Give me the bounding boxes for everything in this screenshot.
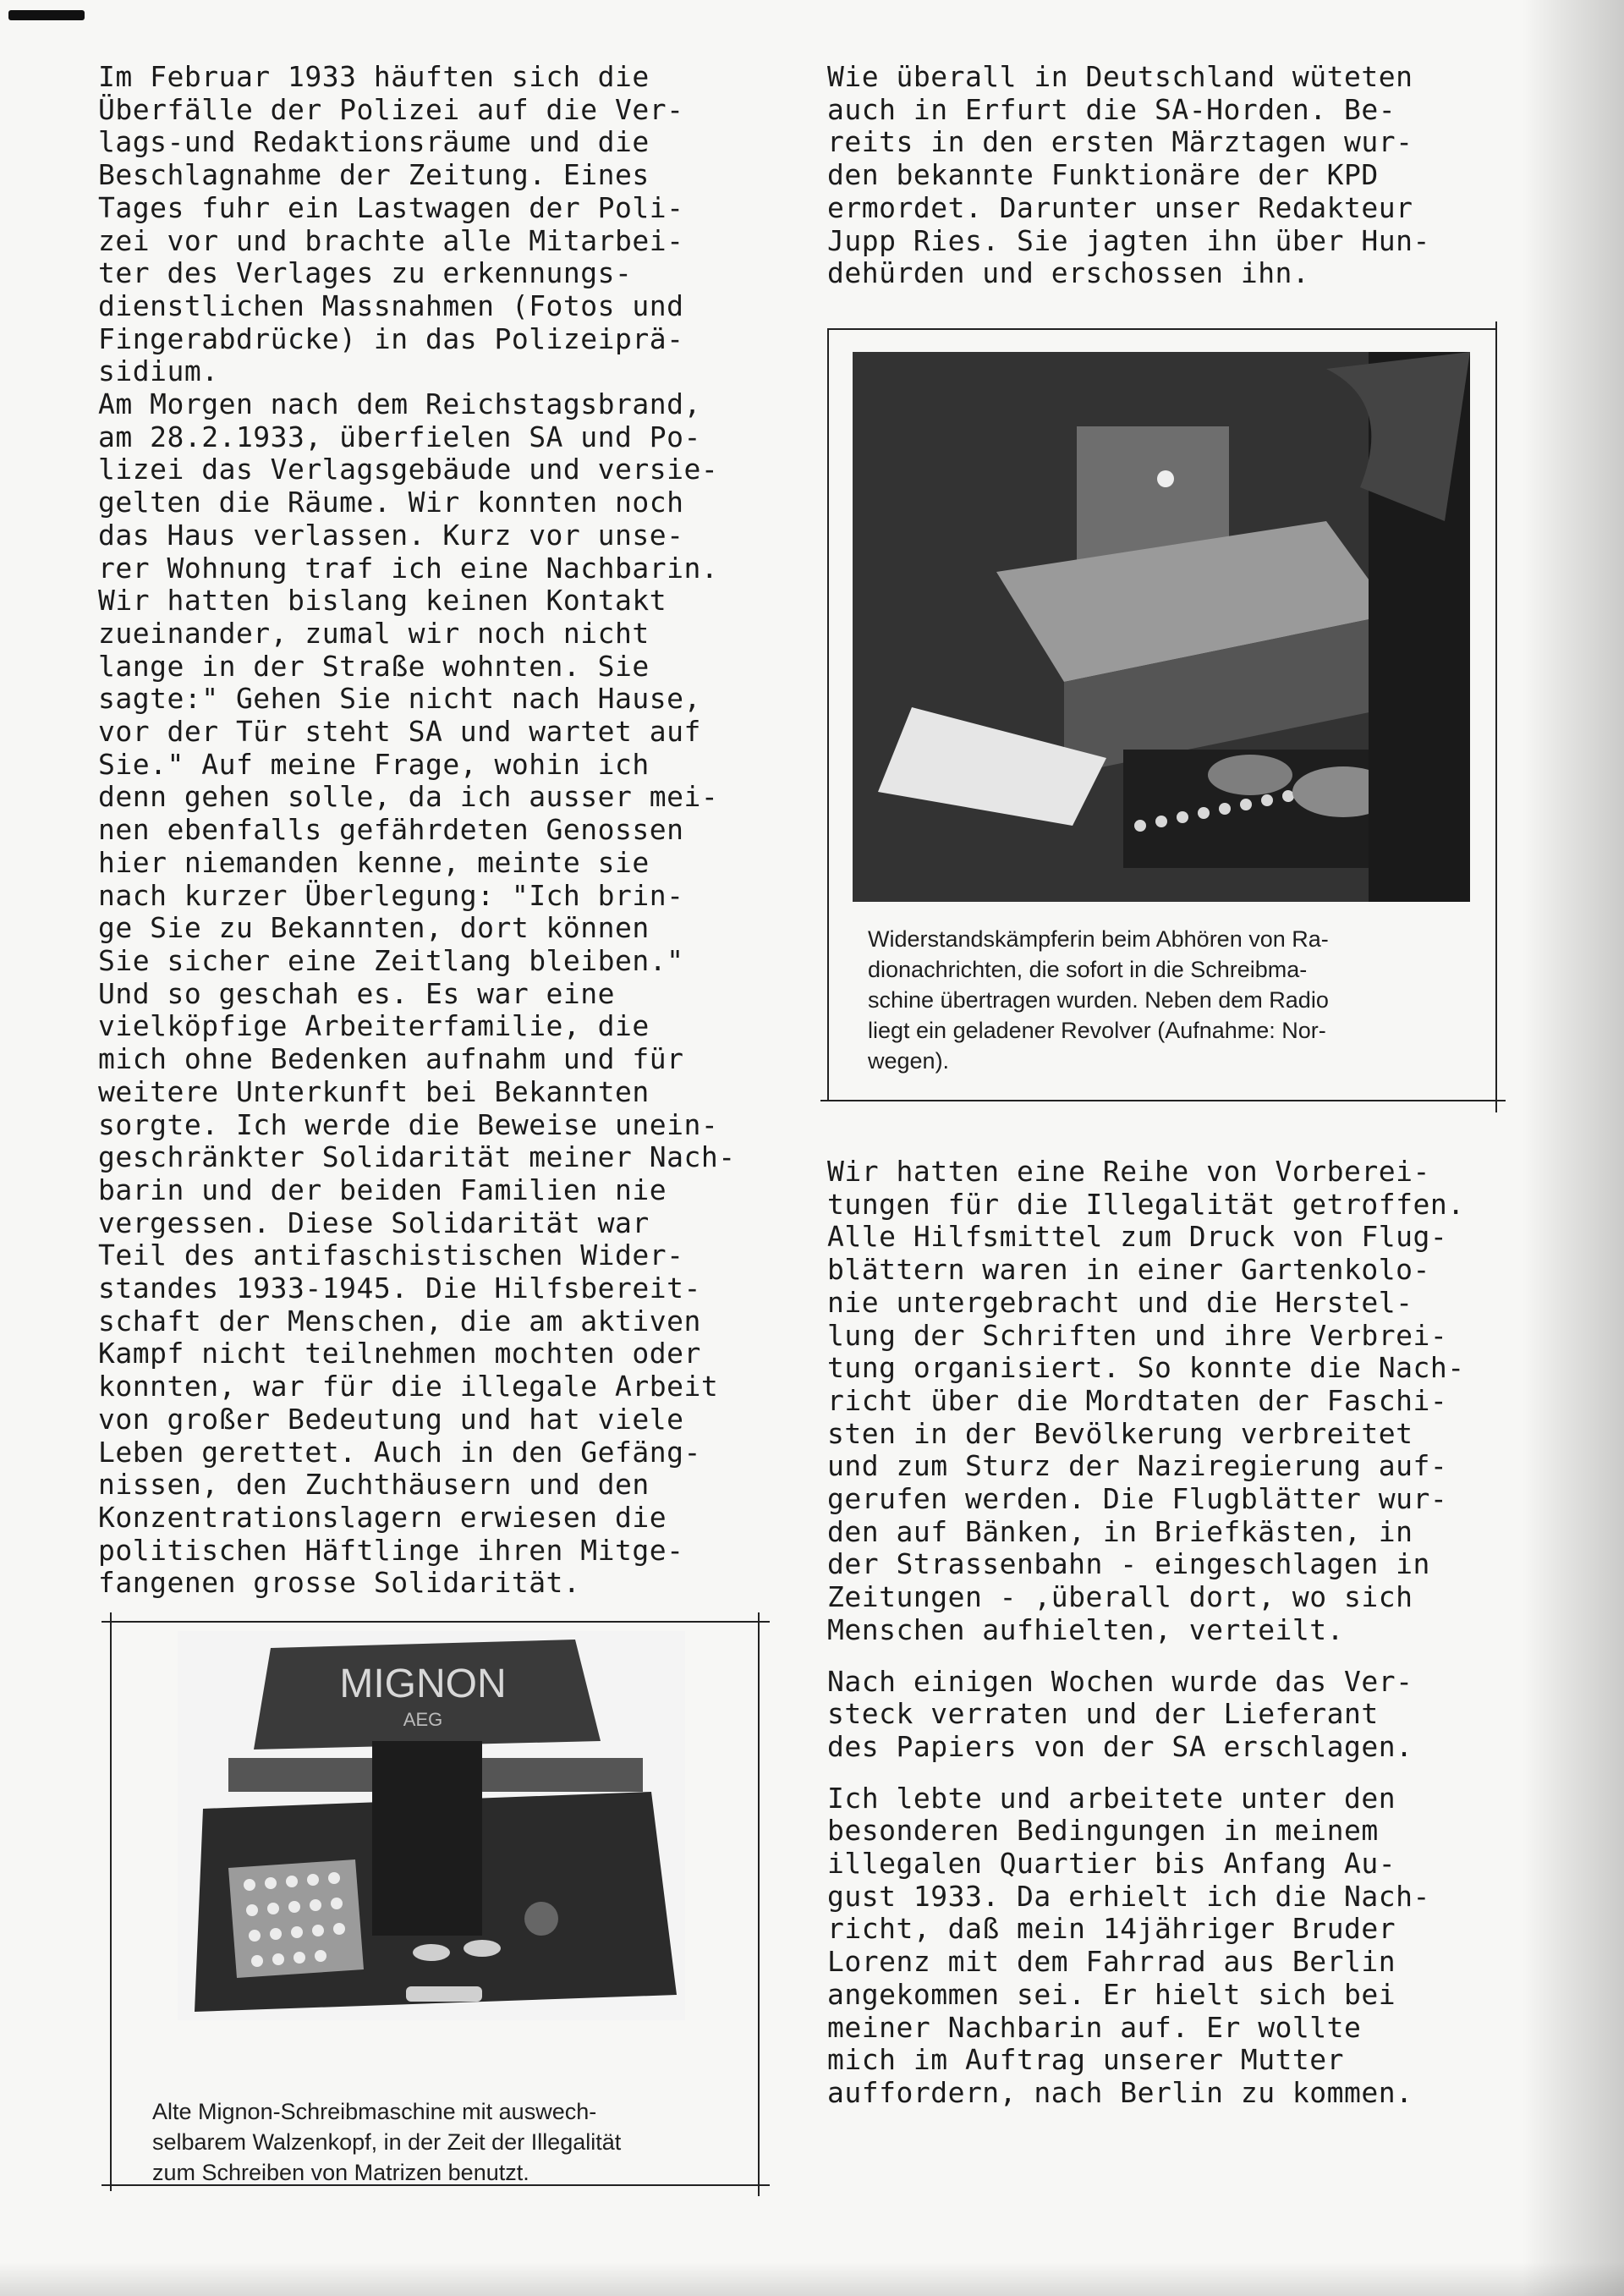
radio-figure [827, 321, 1504, 1108]
radio-photo [853, 352, 1470, 902]
typewriter-brand-text: MIGNON [339, 1662, 507, 1706]
page-bottom-edge [0, 2262, 1624, 2296]
paragraph-sa-horden: Wie überall in Deutschland wüteten auch in Erfurt die SA-Horden. Be- reits in den ersten Märztagen wur- den bekannte Funktionäre der KPD ermordet. Darunter unser Redakteur Jupp Ries. Sie jagten ihn über Hun- dehürden und erschossen ihn. [827, 60, 1430, 290]
right-column-bottom [827, 1156, 1521, 2110]
typewriter-maker-text: AEG [403, 1709, 443, 1730]
right-column-top [827, 61, 1504, 290]
figure-rule-top [827, 328, 1495, 330]
typewriter-figure [102, 1612, 770, 2205]
radio-figure-caption: Widerstandskämpferin beim Abhören von Ra- dionachrichten, die sofort in die Schreibma- schine übertragen wurden. Neben dem Radio liegt ein geladener Revolver (Aufnahme: Nor- wegen). [868, 926, 1329, 1074]
typewriter-photo [178, 1631, 685, 2020]
left-column-text: Im Februar 1933 häuften sich die Überfälle der Polizei auf die Ver- lags-und Redaktionsräume und die Beschlagnahme der Zeitung. Eines Tages fuhr ein Lastwagen der Poli- zei vor und brachte alle Mitarbei- ter des Verlages zu erkennungs- dienstlichen Massnahmen (Fotos und Fingerabdrücke) in das Polizeiprä- sidium. Am Morgen nach dem Reichstagsbrand, am 28.2.1933, überfielen SA und Po- lizei das Verlagsgebäude und versie- gelten die Räume. Wir konnten noch das Haus verlassen. Kurz vor unse- rer Wohnung traf ich eine Nachbarin. Wir hatten bislang keinen Kontakt zueinander, zumal wir noch nicht lange in der Straße wohnten. Sie sagte:" Gehen Sie nicht nach Hause, vor der Tür steht SA und wartet auf Sie." Auf meine Frage, wohin ich denn gehen solle, da ich ausser mei- nen ebenfalls gefährdeten Genossen hier niemanden kenne, meinte sie nach kurzer Überlegung: "Ich brin- ge Sie zu Bekannten, dort können Sie sicher eine Zeitlang bleiben." Und so geschah es. Es war eine vielköpfige Arbeiterfamilie, die mich ohne Bedenken aufnahm und für weitere Unterkunft bei Bekannten sorgte. Ich werde die Beweise unein- geschränkter Solidarität meiner Nach- barin und der beiden Familien nie vergessen. Diese Solidarität war Teil des antifaschistischen Wider- standes 1933-1945. Die Hilfsbereit- schaft der Menschen, die am aktiven Kampf nicht teilnehmen mochten oder konnten, war für die illegale Arbeit von großer Bedeutung und hat viele Leben gerettet. Auch in den Gefäng- nissen, den Zuchthäusern und den Konzentrationslagern erwiesen die politischen Häftlinge ihren Mitge- fangenen grosse Solidarität. [98, 60, 736, 1600]
figure-rule-left [110, 1612, 112, 2191]
figure-rule-right [1495, 321, 1497, 1112]
paragraph-versteck: Nach einigen Wochen wurde das Ver- steck verraten und der Lieferant des Papiers von der SA erschlagen. [827, 1664, 1413, 1763]
figure-rule-right [758, 1612, 760, 2196]
radio-photo-image [853, 352, 1470, 902]
typewriter-photo-image [178, 1631, 685, 2020]
paragraph-illegalitaet: Wir hatten eine Reihe von Vorberei- tungen für die Illegalität getroffen. Alle Hilfsmittel zum Druck von Flug- blättern waren in einer Gartenkolo- nie untergebracht und die Herstel- lung der Schriften und ihre Verbrei- tung organisiert. So konnte die Nach- richt über die Mordtaten der Faschi- sten in der Bevölkerung verbreitet und zum Sturz der Naziregierung auf- gerufen werden. Die Flugblätter wur- den auf Bänken, in Briefkästen, in der Strassenbahn - eingeschlagen in Zeitungen - ,überall dort, wo sich Menschen aufhielten, verteilt. [827, 1155, 1465, 1646]
figure-rule-top [102, 1621, 770, 1623]
typewriter-figure-caption: Alte Mignon-Schreibmaschine mit auswech- selbarem Walzenkopf, in der Zeit der Illegalität zum Schreiben von Matrizen benutzt. [152, 2099, 622, 2185]
page-number-mark [8, 7, 85, 24]
page-edge-shadow [1522, 0, 1624, 2296]
figure-rule-left [827, 328, 829, 1100]
left-column [98, 61, 817, 1600]
paragraph-quartier: Ich lebte und arbeitete unter den besonderen Bedingungen in meinem illegalen Quartier bis Anfang Au- gust 1933. Da erhielt ich die Nach- richt, daß mein 14jähriger Bruder Lorenz mit dem Fahrrad aus Berlin angekommen sei. Er hielt sich bei meiner Nachbarin auf. Er wollte mich im Auftrag unserer Mutter auffordern, nach Berlin zu kommen. [827, 1781, 1430, 2109]
figure-rule-bottom [820, 1100, 1506, 1101]
